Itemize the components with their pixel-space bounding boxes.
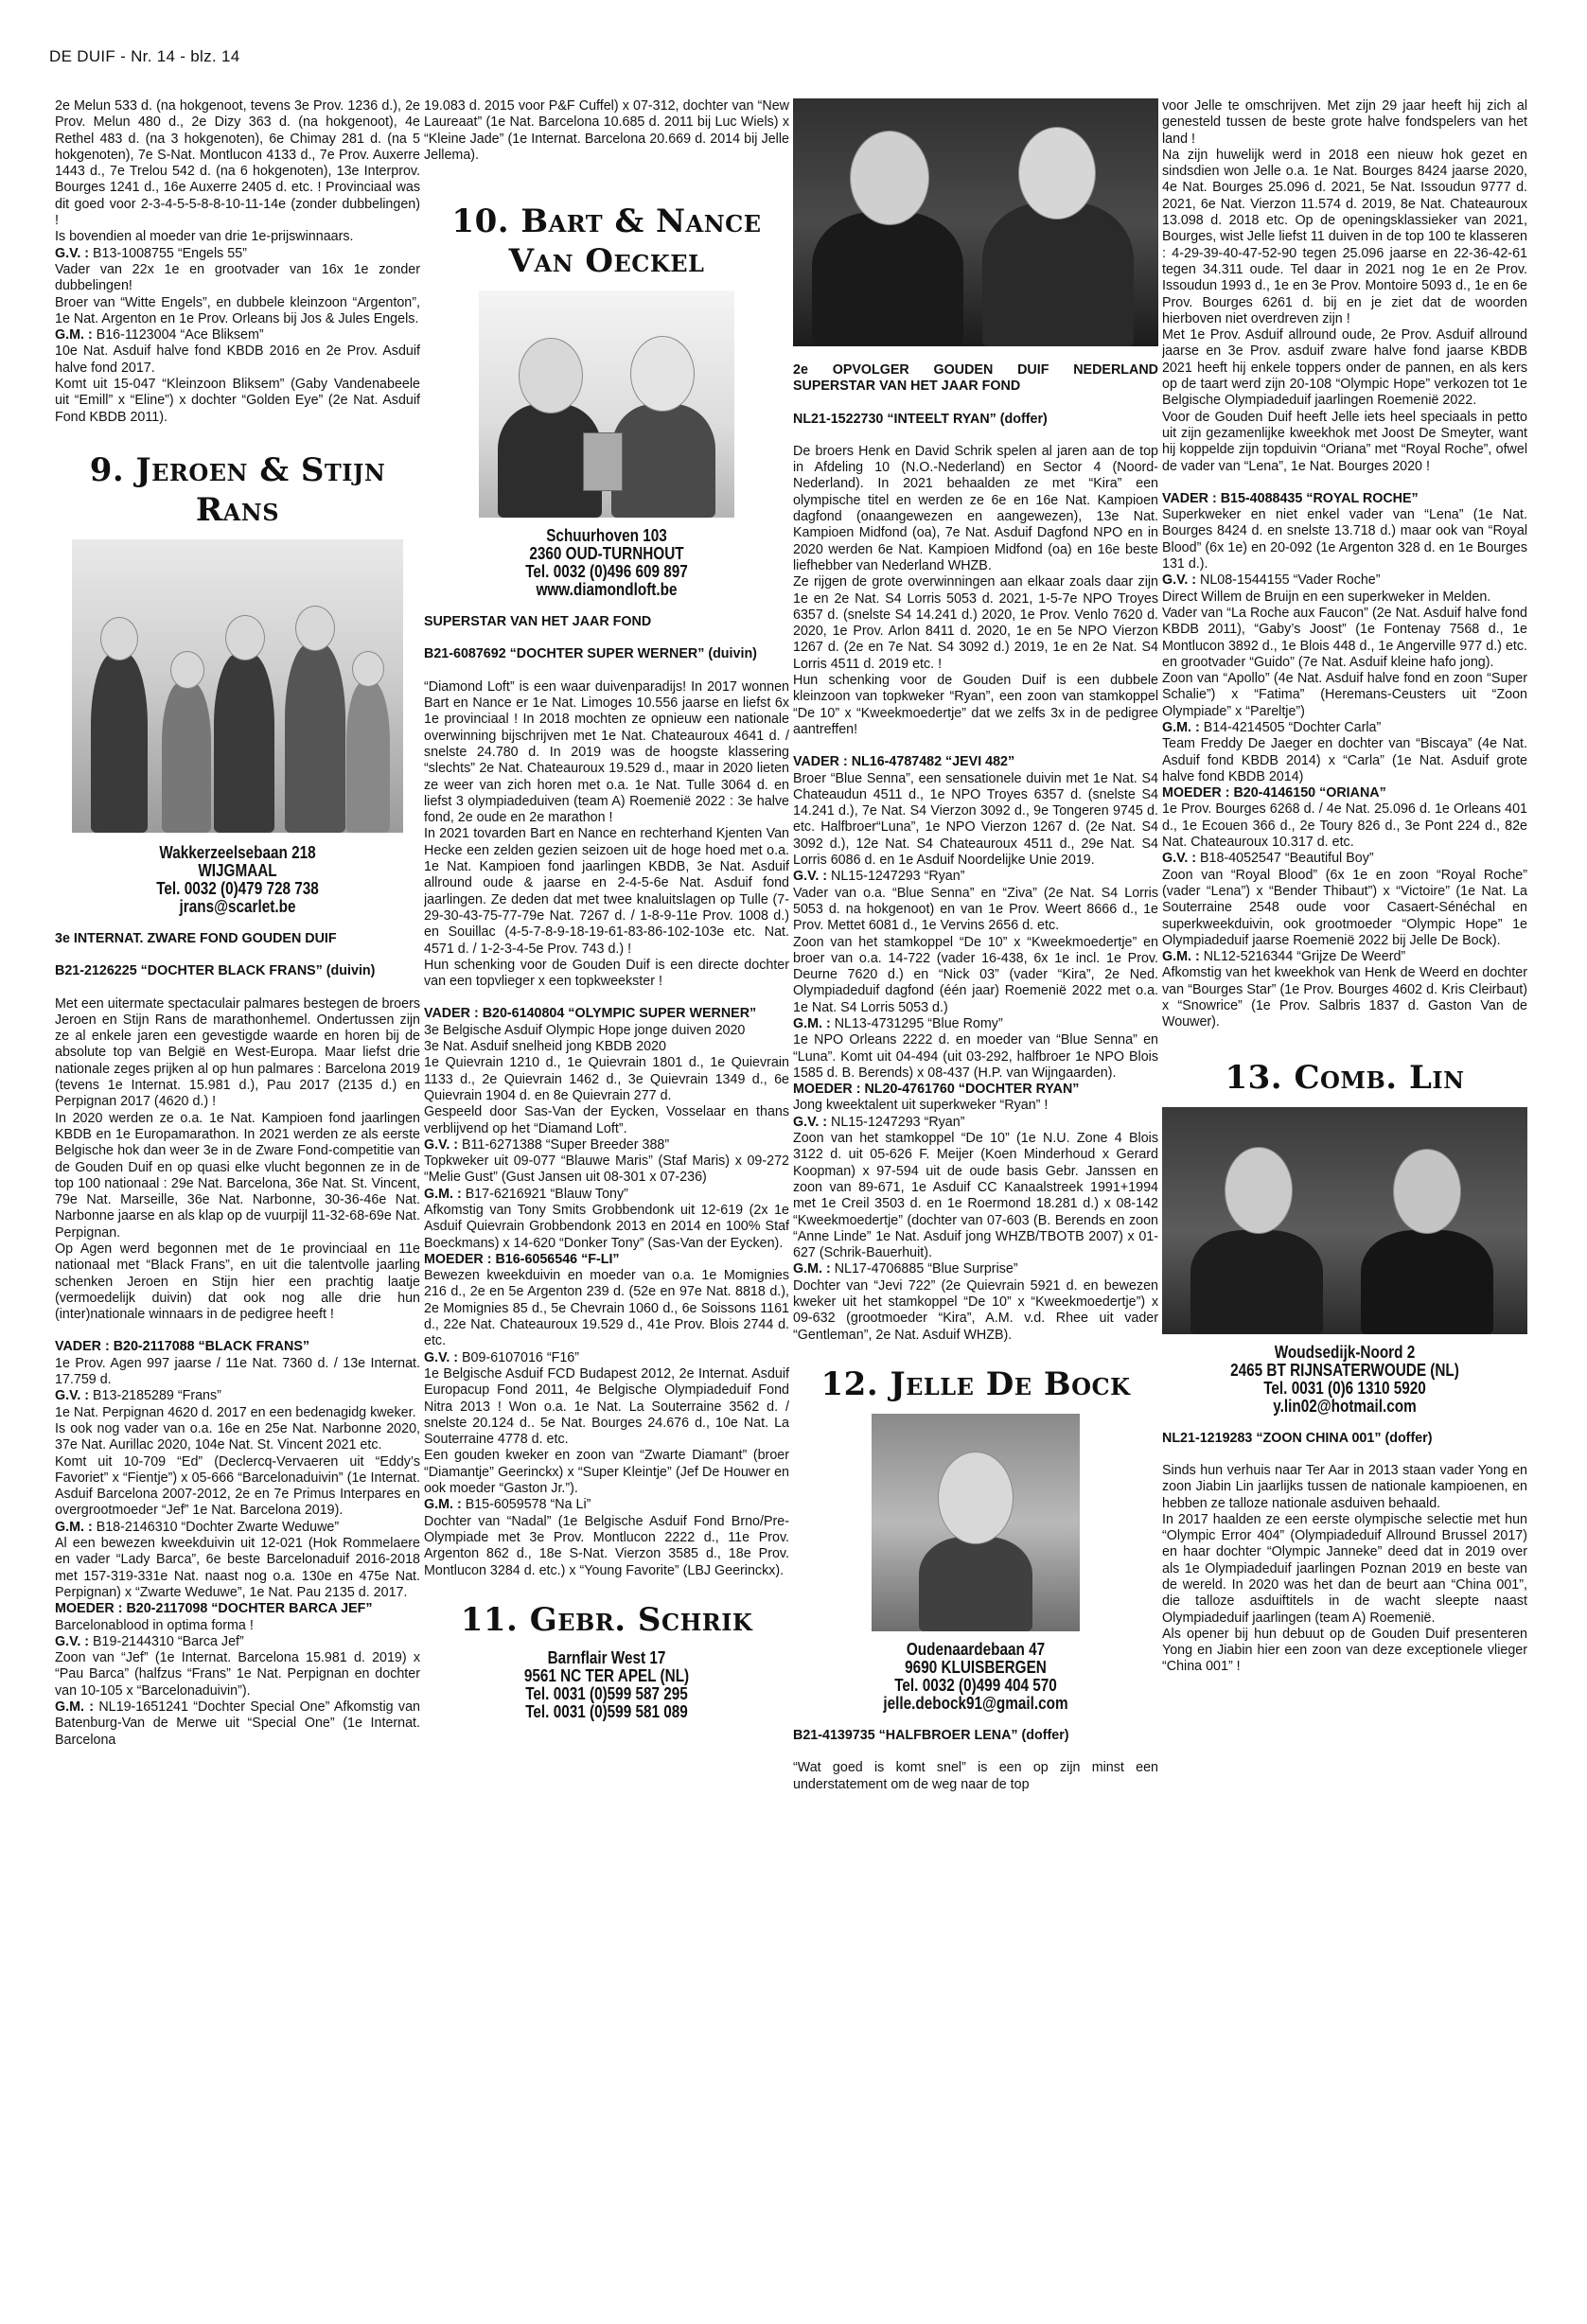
paragraph: De broers Henk en David Schrik spelen al jaren aan de top in Afdeling 10 (N.O.-Nederland) en Sector 4 (Noord-Nederland). In 2021 behaalden ze met “Kira” een olympische titel en werden ze 6e en 16e Nat. Kampioen dagfond (onaangewezen en aangewezen), 13e Nat. Kampioen Midfond (oa), 7e Nat. Asduif Dagfond NPO en in 2020 werden 6e Nat. Kampioen Midfond (oa) en 16e beste liefhebber van Nederland WHZB. [793,443,1158,573]
moeder-heading: MOEDER : B16-6056546 “F-LI” [424,1251,620,1267]
column-1 [55,98,420,1749]
paragraph: 1e Prov. Bourges 6268 d. / 4e Nat. 25.096 d. 1e Orleans 401 d., 1e Ecouen 366 d., 2e Toury 826 d., 3e Pont 224 d., 82e Nat. Chateauroux 10.317 d. etc. [1162,801,1527,851]
column-3 [793,98,1158,1793]
photo-jelle [872,1414,1080,1631]
paragraph: Ze rijgen de grote overwinningen aan elkaar zoals daar zijn 1e en 2e Nat. S4 Lorris 5053 d. 2021, 1-5-7e NPO Troyes 6357 d. (snelste S4 14.241 d.) 2020, 1e Prov. Venlo 7620 d. 2020, 1e Prov. Arlon 8411 d. 2020, 1e en 5e NPO Vierzon 1267 d. (2e en 7e Nat. S4 3092 d.) 2019, 1e en 2e Nat. S4 Lorris 4511 d. 2019 etc. ! [793,574,1158,672]
paragraph: Jong kweektalent uit superkweker “Ryan” ! [793,1098,1049,1114]
paragraph: G.M. : NL12-5216344 “Grijze De Weerd” [1162,949,1406,965]
paragraph: G.V. : B11-6271388 “Super Breeder 388” [424,1136,670,1153]
paragraph: 3e Nat. Asduif snelheid jong KBDB 2020 [424,1039,666,1055]
paragraph: Barcelonablood in optima forma ! [55,1617,254,1633]
award-heading: 2e OPVOLGER GOUDEN DUIF NEDERLAND SUPERSTAR VAN HET JAAR FOND [793,362,1158,395]
section-title: 11. Gebr. Schrik [460,1600,753,1639]
ring-heading: B21-2126225 “DOCHTER BLACK FRANS” (duivin) [55,963,376,979]
page-header: DE DUIF - Nr. 14 - blz. 14 [49,47,240,65]
award-heading: SUPERSTAR VAN HET JAAR FOND [424,614,652,630]
paragraph: G.M. : NL19-1651241 “Dochter Special One” Afkomstig van Batenburg-Van de Merwe uit “Special One” (1e Internat. Barcelona [55,1699,420,1748]
paragraph: In 2020 werden ze o.a. 1e Nat. Kampioen fond jaarlingen KBDB en 1e Europamarathon. In 2021 werden ze als eerste Belgische hok dan weer 3e in de Zware Fond-competitie van de Gouden Duif en op quasi elke vlucht begonnen ze in de top 100 nationaal : 29e Nat. Barcelona, 36e Nat. St. Vincent, 79e Nat. Marseille, 36e Nat. Narbonne, 30-36-46e Nat. Narbonne jaarse en als klap op de vuurpijl 11-32-68-69e Nat. Perpignan. [55,1110,420,1241]
paragraph: 1e Belgische Asduif FCD Budapest 2012, 2e Internat. Asduif Europacup Fond 2011, 4e Belgische Olympiadeduif Fond Nitra 2013 ! Won o.a. 1e Nat. La Souterraine 3562 d. / snelste 20.124 d.. 5e Nat. Bourges 24.676 d., 10e Nat. La Souterraine 4778 d. etc. [424,1365,789,1448]
paragraph: “Wat goed is komt snel” is een op zijn minst een understatement om de weg naar de top [793,1760,1158,1792]
column-4 [1162,98,1527,1676]
paragraph: Komt uit 15-047 “Kleinzoon Bliksem” (Gaby Vandenabeele uit “Emill” x “Eline”) x dochter “Golden Eye” (2e Nat. Asduif Fond KBDB 2011). [55,377,420,425]
section-title: 13. Comb. Lin [1225,1058,1465,1097]
paragraph: Met 1e Prov. Asduif allround oude, 2e Prov. Asduif allround jaarse en 3e Prov. asduif zware halve fond jaarse KBDB 2021 heeft hij enkele toppers onder de pannen, en als kers op de taart werd zijn 20-108 “Olympic Hope” verkozen tot 1e Belgische Olympiadeduif jaarlingen Roemenië 2022. [1162,327,1527,409]
paragraph: Hun schenking voor de Gouden Duif is een directe dochter van een topvlieger x een topkweekster ! [424,957,789,990]
vader-heading: VADER : B15-4088435 “ROYAL ROCHE” [1162,490,1419,506]
paragraph: G.M. : B15-6059578 “Na Li” [424,1497,591,1513]
paragraph: Al een bewezen kweekduivin uit 12-021 (Hok Rommelaere en vader “Lady Barca”, 6e beste Barcelonaduif 2016-2018 met 157-319-331e Nat. naast nog o.a. 130e en 475e Nat. Perpignan) x “Zwarte Weduwe”, 1e Nat. Pau 2135 d. 2017. [55,1536,420,1600]
address-block: Woudsedijk-Noord 2 2465 BT RIJNSATERWOUDE (NL) Tel. 0031 (0)6 1310 5920 y.lin02@hotmail.com [1230,1342,1459,1416]
paragraph: Sinds hun verhuis naar Ter Aar in 2013 staan vader Yong en zoon Jiabin Lin jaarlijks tussen de nationale kampioenen, en hebben ze talloze nationale asduiven behaald. [1162,1462,1527,1511]
photo-comb-lin [1162,1107,1527,1334]
paragraph: Zoon van “Jef” (1e Internat. Barcelona 15.981 d. 2019) x “Pau Barca” (halfzus “Frans” 1e Nat. Perpignan en dochter van 10-105 x “Barcelonaduivin”). [55,1650,420,1699]
paragraph: G.V. : NL15-1247293 “Ryan” [793,869,965,885]
paragraph: 3e Belgische Asduif Olympic Hope jonge duiven 2020 [424,1022,746,1038]
paragraph: Na zijn huwelijk werd in 2018 een nieuw hok gezet en sindsdien won Jelle o.a. 1e Nat. Bourges 8424 jaarse 2020, 4e Nat. Bourges 25.096 d. 2021, 5e Nat. Issoudun 9777 d. 2021, 6e Nat. Vierzon 11.574 d. 2019, 8e Nat. Chateauroux 13.098 d. 2018 etc. Op de openingsklassieker van 2021, Bourges, wist Jelle liefst 11 duiven in de top 100 te klasseren : 4-29-39-40-47-52-90 tegen 25.096 jaarse en 22-36-42-61 tegen 34.311 oude. Tel daar in 2021 nog 1e en 2e Prov. Issoudun 1993 d., 1e en 3e Prov. Montoire 5093 d., 1e en 6e Prov. Bourges 6261 d. bij en je ziet dat de woorden hierboven niet overdreven zijn ! [1162,147,1527,326]
paragraph: Komt uit 10-709 “Ed” (Declercq-Vervaeren uit “Eddy’s Favoriet” x “Fientje”) x 05-666 “Barcelonaduivin” (1e Internat. Asduif Barcelona 2007-2012, 2e en 7e Primus Interpares en overgrootmoeder “Jef” 1e Nat. Barcelona 2019). [55,1453,420,1519]
paragraph: G.V. : B19-2144310 “Barca Jef” [55,1633,244,1649]
paragraph: Als opener bij hun debuut op de Gouden Duif presenteren Yong en Jiabin hier een zoon van deze exceptionele vlieger “China 001” ! [1162,1626,1527,1675]
paragraph: Gespeeld door Sas-Van der Eycken, Vosselaar en thans verblijvend op het “Diamand Loft”. [424,1104,789,1136]
paragraph: 1e Quievrain 1210 d., 1e Quievrain 1801 d., 1e Quievrain 1133 d., 2e Quievrain 1462 d., 3e Quievrain 1349 d., 6e Quievrain 1904 d. en 8e Quievrain 277 d. [424,1055,789,1103]
address-block: Schuurhoven 103 2360 OUD-TURNHOUT Tel. 0032 (0)496 609 897 www.diamondloft.be [525,526,688,600]
paragraph: G.V. : NL08-1544155 “Vader Roche” [1162,572,1381,589]
paragraph: “Diamond Loft” is een waar duivenparadijs! In 2017 wonnen Bart en Nance er 1e Nat. Limoges 10.556 jaarse en liefst 6x 1e provinciaal ! In 2018 mochten ze opnieuw een nationale overwinning bijschrijven met 1e Nat. Chateauroux 4641 d. / snelste 24.780 d. In 2019 was de hoogste klassering “slechts” 2e Nat. Chateauroux 19.529 d., maar in 2020 lieten ze weer van zich horen met o.a. 1e Nat. Tulle 3064 d. en liefst 3 olympiadeduiven (team A) Roemenië 2022 : 3e halve fond, 2e oude en 2e marathon ! [424,678,789,826]
paragraph: Dochter van “Jevi 722” (2e Quievrain 5921 d. en bewezen kweker uit het stamkoppel “De 10” x “Kweekmoedertje”) x 09-632 (grootmoeder “Kira”, A.M. v.d. Rhee uit vader “Gentleman”, 2e Nat. Asduif WHZB). [793,1277,1158,1343]
paragraph: G.V. : B18-4052547 “Beautiful Boy” [1162,851,1374,867]
paragraph: In 2017 haalden ze een eerste olympische selectie met hun “Olympic Error 404” (Olympiadeduif Allround Brussel 2017) en haar dochter “Olympic Janneke” deed dat in 2019 over als 1e Olympiadeduif jaarlingen Poznan 2019 en beste van de wereld. In 2020 was het dan de beurt aan “China 001”, die talloze asduiftitels in de wacht sleepte naast Olympiadeduif jaarlingen (team A) Roemenië. [1162,1511,1527,1626]
paragraph: Vader van o.a. “Blue Senna” en “Ziva” (2e Nat. S4 Lorris 5053 d. na hokgenoot) en van 1e Prov. Weert 8666 d., 1e Prov. Mettet 6081 d., 1e Vervins 2656 d. etc. [793,885,1158,934]
award-heading: 3e INTERNAT. ZWARE FOND GOUDEN DUIF [55,930,337,946]
paragraph: Dochter van “Nadal” (1e Belgische Asduif Fond Brno/Pre-Olympiade met 3e Prov. Montlucon 2222 d., 11e Prov. Argenton 862 d., 18e S-Nat. Vierzon 3585 d., 18e Prov. Montlucon 3284 d. etc.) x “Young Favorite” (LBJ Geerinckx). [424,1513,789,1578]
paragraph: Bewezen kweekduivin en moeder van o.a. 1e Momignies 216 d., 2e en 5e Argenton 239 d. (52e en 97e Nat. 8818 d.), 2e Momignies 85 d., 5e Chevrain 1060 d., 6e Soissons 1161 d., 22e Nat. Chateauroux 19.529 d., 41e Prov. Blois 2744 d. etc. [424,1268,789,1349]
paragraph: Vader van 22x 1e en grootvader van 16x 1e zonder dubbelingen! [55,261,420,294]
paragraph: Afkomstig van het kweekhok van Henk de Weerd en dochter van “Bourges Star” (1e Prov. Bourges 4602 d. Kris Cleirbaut) x “Snowrice” (1e Prov. Salbris 1837 d. Gaston Van de Wouwer). [1162,965,1527,1030]
paragraph: 10e Nat. Asduif halve fond KBDB 2016 en 2e Prov. Asduif halve fond 2017. [55,343,420,376]
paragraph: Met een uitermate spectaculair palmares bestegen de broers Jeroen en Stijn Rans de marathonhemel. Ondertussen zijn ze al enkele jaren een gevestigde waarde en horen bij de absolute top van België en West-Europa. Maar liefst drie nationale zeges prijken al op hun palmares : Barcelona 2019 (tevens 1e Internat. 15.981 d.), Pau 2017 (2135 d.) en Perpignan 2017 (4620 d.) ! [55,995,420,1110]
paragraph: 19.083 d. 2015 voor P&F Cuffel) x 07-312, dochter van “New Laureaat” (1e Nat. Barcelona 10.685 d. 2011 bij Luc Wiels) x “Kleine Jade” (1e Internat. Barcelona 20.669 d. 2014 bij Jelle Jellema). [424,98,789,163]
paragraph: G.M. : B17-6216921 “Blauw Tony” [424,1186,628,1202]
address-block: Barnflair West 17 9561 NC TER APEL (NL) Tel. 0031 (0)599 587 295 Tel. 0031 (0)599 581 089 [523,1647,690,1721]
photo-bart-nance [479,290,734,518]
photo-family [72,539,403,833]
ring-heading: B21-6087692 “DOCHTER SUPER WERNER” (duivin) [424,646,757,662]
ring-heading: NL21-1219283 “ZOON CHINA 001” (doffer) [1162,1430,1433,1446]
paragraph: Topkweker uit 09-077 “Blauwe Maris” (Staf Maris) x 09-272 “Melie Gust” (Gust Jansen uit 08-301 x 07-236) [424,1153,789,1186]
ring-heading: NL21-1522730 “INTEELT RYAN” (doffer) [793,411,1048,427]
paragraph: Zoon van het stamkoppel “De 10” x “Kweekmoedertje” en broer van o.a. 14-722 (vader 16-438, 6x 1e incl. 1e Prov. Deurne 7620 d.) en “Nick 03” (vader “Kira”, 2e Ned. Olympiadeduif dagfond (één jaar) Roemenië 2022 met o.a. 1e Nat. S4 Lorris 5053 d.) [793,934,1158,1015]
paragraph: Direct Willem de Bruijn en een superkweker in Melden. [1162,589,1491,605]
paragraph: G.V. : NL15-1247293 “Ryan” [793,1114,965,1130]
paragraph: G.M. : B14-4214505 “Dochter Carla” [1162,719,1382,735]
paragraph: In 2021 tovarden Bart en Nance en rechterhand Kjenten Van Hecke een zelden gezien seizoen uit de hoge hoed met o.a. 1e Nat. Kampioen fond jaarlingen KBDB, 3e Nat. Asduif allround oude & jaarse en 2-4-5-6e Nat. Asduif fond jaarlingen. Ze deden dat met twee knaluitslagen op Tulle (7-29-30-43-75-77-79e Nat. 7267 d. / 1-8-9-11e Prov. 1008 d.) en Souillac (4-5-7-8-9-18-19-61-83-86-102-103e etc. Nat. 4571 d. / 1-2-3-4-5e Prov. 743 d.) ! [424,826,789,957]
paragraph: Is ook nog vader van o.a. 16e en 25e Nat. Narbonne 2020, 37e Nat. Aurillac 2020, 104e Nat. St. Vincent 2021 etc. [55,1420,420,1453]
moeder-heading: MOEDER : NL20-4761760 “DOCHTER RYAN” [793,1082,1080,1098]
column-2 [424,98,789,1736]
moeder-heading: MOEDER : B20-2117098 “DOCHTER BARCA JEF” [55,1601,373,1617]
paragraph: 1e Prov. Agen 997 jaarse / 11e Nat. 7360 d. / 13e Internat. 17.759 d. [55,1355,420,1388]
section-title: 9. Jeroen & Stijn Rans [89,450,386,529]
paragraph: Zoon van “Apollo” (4e Nat. Asduif halve fond en zoon “Super Schalie”) x “Fatima” (Heremans-Ceusters uit “Zoon Olympiade” x “Pareltje”) [1162,671,1527,719]
paragraph: Team Freddy De Jaeger en dochter van “Biscaya” (4e Nat. Asduif fond KBDB 2014) x “Carla” (1e Nat. Asduif grote halve fond KBDB 2014) [1162,736,1527,784]
paragraph: 2e Melun 533 d. (na hokgenoot, tevens 3e Prov. 1236 d.), 2e Prov. Melun 480 d., 2e Dizy 363 d. (na hokgenoot), 4e Rethel 483 d. (na 3 hokgenoten), 6e Chimay 281 d. (na 5 hokgenoten), 7e S-Nat. Montlucon 4133 d., 7e Prov. Auxerre 1443 d., 7e Trelou 542 d. (na 6 hokgenoten), 13e Interprov. Bourges 1241 d., 16e Auxerre 2405 d. etc. ! Provinciaal was dit goed voor 2-3-4-5-5-8-8-10-11-14e (zonder dubbelingen) ! [55,98,420,229]
paragraph: G.V. : B13-2185289 “Frans” [55,1388,221,1404]
paragraph: 1e Nat. Perpignan 4620 d. 2017 en een bedenagidg kweker. [55,1404,416,1420]
paragraph: Hun schenking voor de Gouden Duif is een dubbele kleinzoon van topkweker “Ryan”, een zoon van stamkoppel “De 10” x “Kweekmoedertje” dat we zelfs 3x in de pedigree aantreffen! [793,673,1158,737]
section-title: 10. Bart & Nance Van Oeckel [451,202,762,281]
vader-heading: VADER : B20-6140804 “OLYMPIC SUPER WERNER” [424,1006,757,1022]
paragraph: voor Jelle te omschrijven. Met zijn 29 jaar heeft hij zich al genesteld tussen de beste grote halve fondspelers van het land ! [1162,98,1527,147]
paragraph: Op Agen werd begonnen met de 1e provinciaal en 11e nationaal met “Black Frans”, en uit die talentvolle jaarling schenken Jeroen en Stijn hier een prachtig laatje (vermoedelijk duivin) dat ook nog alle drie hun (inter)nationale winnaars in de pedigree heeft ! [55,1241,420,1323]
paragraph: Zoon van het stamkoppel “De 10” (1e N.U. Zone 4 Blois 3122 d. uit 05-626 F. Meijer (Koen Minderhoud x Gerard Koopman) x 97-594 uit de oude basis Gebr. Janssen en zoon van 89-671, 1e Asduif CC Kanaalstreek 1991+1994 met 1e Creil 3503 d. en 1e Roermond 18.281 d.) x 08-142 “Kweekmoedertje” (dochter van 07-603 (B. Berends en zoon “Anne Linde” 1e Nat. Asduif jong WHZB/TBOTB 2007) x 01-627 (Schrik-Bauerhuit). [793,1131,1158,1261]
paragraph: Een gouden kweker en zoon van “Zwarte Diamant” (broer “Diamantje” Geerinckx) x “Super Kleintje” (Jef De Houwer en ook moeder “Gaston Jr.”). [424,1448,789,1497]
paragraph: Afkomstig van Tony Smits Grobbendonk uit 12-619 (2x 1e Asduif Quievrain Grobbendonk 2013 en 2014 en 100% Staf Boeckmans) x 14-620 “Donker Tony” (Sas-Van der Eycken). [424,1202,789,1251]
paragraph: G.M. : NL17-4706885 “Blue Surprise” [793,1261,1018,1277]
address-block: Wakkerzeelsebaan 218 WIJGMAAL Tel. 0032 (0)479 728 738 jrans@scarlet.be [156,842,319,916]
vader-heading: VADER : NL16-4787482 “JEVI 482” [793,754,1015,770]
paragraph: Superkweker en niet enkel vader van “Lena” (1e Nat. Bourges 8424 d. en snelste 13.718 d.) maar ook van “Royal Blood” (6x 1e) en 20-092 (1e Argenton 328 d. en 1e Bourges 131 d.). [1162,507,1527,572]
paragraph: G.M. : B16-1123004 “Ace Bliksem” [55,327,264,343]
photo-schrik-brothers [793,98,1158,346]
address-block: Oudenaardebaan 47 9690 KLUISBERGEN Tel. 0032 (0)499 404 570 jelle.debock91@gmail.com [883,1639,1068,1713]
vader-heading: VADER : B20-2117088 “BLACK FRANS” [55,1339,310,1355]
paragraph: Is bovendien al moeder van drie 1e-prijswinnaars. [55,229,354,245]
paragraph: Broer “Blue Senna”, een sensationele duivin met 1e Nat. S4 Chateaudun 4511 d., 1e NPO Troyes 6357 d. (snelste S4 14.241 d.), 7e Nat. S4 Vierzon 3092 d., 9e Tongeren 9745 d. etc. Halfbroer“Luna”, 1e NPO Vierzon 1267 d. (2e Nat. S4 3092 d.), 12e Nat. S4 Chateauroux 4511 d., 29e Nat. S4 Lorris 6086 d. en 1e Asduif Noordelijke Unie 2019. [793,770,1158,869]
paragraph: Voor de Gouden Duif heeft Jelle iets heel speciaals in petto uit zijn gezamenlijke kweekhok met Joost De Smeyter, want hij koppelde zijn topduivin “Oriana” met “Royal Roche”, ofwel de vader van “Lena”, 1e Nat. Bourges 2020 ! [1162,409,1527,474]
paragraph: G.V. : B09-6107016 “F16” [424,1349,579,1365]
paragraph: G.M. : NL13-4731295 “Blue Romy” [793,1015,1003,1031]
paragraph: G.M. : B18-2146310 “Dochter Zwarte Weduwe” [55,1519,340,1535]
paragraph: G.V. : B13-1008755 “Engels 55” [55,245,247,261]
paragraph: Broer van “Witte Engels”, en dubbele kleinzoon “Argenton”, 1e Nat. Argenton en 1e Prov. Orleans bij Jos & Jules Engels. [55,294,420,326]
section-title: 12. Jelle De Bock [820,1364,1131,1403]
moeder-heading: MOEDER : B20-4146150 “ORIANA” [1162,785,1386,801]
paragraph: Zoon van “Royal Blood” (6x 1e en zoon “Royal Roche” (vader “Lena”) x “Bender Thibaut”) x “Victoire” (1e Nat. La Souterraine 2548 oude voor Casaert-Sénéchal en superkweekduivin, ook grootmoeder “Olympic Hope” 1e Olympiadeduif jaarse Roemenië 2022 bij Jelle De Bock). [1162,867,1527,948]
ring-heading: B21-4139735 “HALFBROER LENA” (doffer) [793,1727,1069,1743]
paragraph: Vader van “La Roche aux Faucon” (2e Nat. Asduif halve fond KBDB 2011), “Gaby’s Joost” (1e Fontenay 7568 d., 1e Montlucon 3892 d., 1e Blois 448 d., 1e Angerville 977 d.) etc. en grootvader “Guido” (7e Nat. Asduif kleine hafo jong). [1162,605,1527,670]
paragraph: 1e NPO Orleans 2222 d. en moeder van “Blue Senna” en “Luna”. Komt uit 04-494 (uit 03-292, halfbroer 1e NPO Blois 1585 d. B. Berends) x 08-437 (H.P. van Wijngaarden). [793,1032,1158,1081]
